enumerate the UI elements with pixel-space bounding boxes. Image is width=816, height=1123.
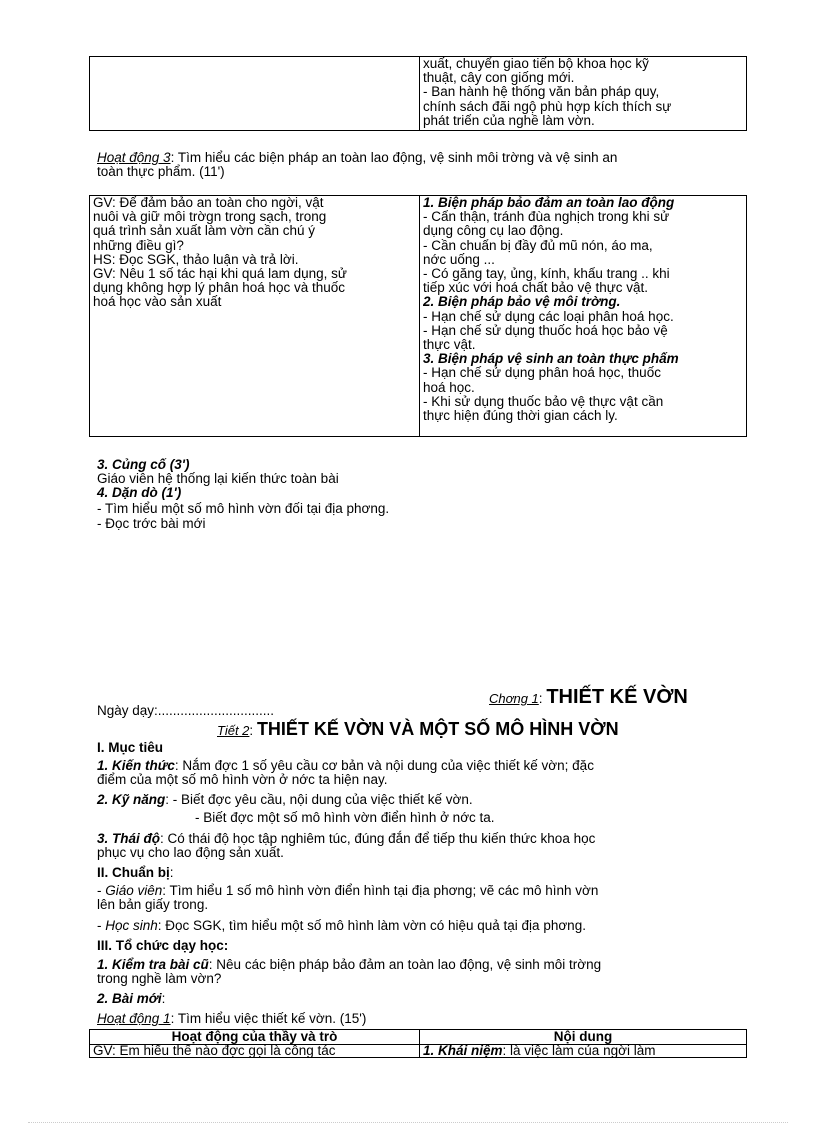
activity3-right-line: tiếp xúc với hoá chất bảo vệ thực vật. [423, 281, 649, 296]
dando-item1: - Tìm hiểu một số mô hình vờn đối tại địa phơng. [97, 501, 390, 516]
activity3-right-line: 1. Biện pháp bảo đảm an toàn lao động [423, 196, 675, 210]
table-continued-right-line: xuất, chuyển giao tiến bộ khoa học kỹ [423, 57, 649, 71]
activity3-right-cell [420, 196, 747, 437]
org-heading: III. Tổ chức dạy học: [97, 938, 229, 953]
activity3-table [89, 195, 747, 437]
lesson-heading [217, 719, 619, 740]
objective-attitude-line1 [97, 832, 595, 846]
table-continued-left-cell [90, 57, 420, 131]
prep-heading [97, 866, 174, 880]
prep-student-label: Học sinh [105, 918, 158, 933]
prep-student-text: : Đọc SGK, tìm hiểu một số mô hình làm vờn có hiệu quả tại địa phơng. [157, 918, 586, 933]
prep-teacher-line2: lên bản giấy trong. [97, 897, 209, 912]
row-right-line [423, 1045, 743, 1057]
table-continued-right-line: - Ban hành hệ thống văn bản pháp quy, [423, 85, 660, 100]
prep-heading-colon: : [169, 865, 174, 880]
chapter-heading [489, 686, 688, 709]
objective-attitude-text1: : Có thái độ học tập nghiêm túc, đúng đắn để tiếp thu kiến thức khoa học [160, 831, 596, 846]
table-continued-right-line: thuật, cây con giống mới. [423, 71, 575, 86]
activity3-left-cell [90, 196, 420, 437]
objective-knowledge-line1 [97, 759, 594, 773]
objective-skills-text1: : - Biết đợc yêu cầu, nội dung của việc thiết kế vờn. [165, 792, 473, 807]
activity1-table [89, 1029, 747, 1058]
prep-heading-text: II. Chuẩn bị [97, 865, 170, 880]
table-continued [89, 56, 747, 131]
objective-knowledge-text1: : Nắm đợc 1 số yêu cầu cơ bản và nội dung của việc thiết kế vờn; đặc [174, 758, 594, 773]
prep-teacher-line1 [97, 884, 598, 898]
activity1-line [97, 1012, 366, 1026]
activity3-left-line: GV: Nêu 1 số tác hại khi quá lam dụng, sử [93, 267, 347, 282]
chapter-colon: : [538, 691, 543, 706]
activity1-header-left [90, 1030, 420, 1045]
dando-item2: - Đọc trớc bài mới [97, 516, 206, 531]
objective-skills-line2: - Biết đợc một số mô hình vờn điển hình ở nớc ta. [195, 810, 495, 825]
activity3-left-line: hoá học vào sản xuất [93, 295, 222, 310]
activity3-right-line: - Có găng tay, ủng, kính, khẩu trang .. khi [423, 267, 670, 282]
activity3-right-line: thực vật. [423, 338, 476, 353]
activity3-right-line: 2. Biện pháp bảo vệ môi trờng. [423, 295, 621, 310]
activity3-left-line: dụng không hợp lý phân hoá học và thuốc [93, 281, 346, 296]
chapter-title: THIẾT KẾ VỜN [546, 686, 688, 708]
activity3-right-line: - Hạn chế sử dụng các loại phân hoá học. [423, 309, 674, 324]
activity3-line2: toàn thực phẩm. (11') [97, 164, 225, 179]
objective-knowledge-label: 1. Kiến thức [97, 758, 175, 773]
activity3-right-line: nớc uống ... [423, 252, 495, 267]
table-continued-right-line: phát triển của nghề làm vờn. [423, 113, 595, 128]
activity3-right-line: - Hạn chế sử dụng phân hoá học, thuốc [423, 366, 661, 381]
activity1-row-right [420, 1045, 747, 1058]
cungco-text: Giáo viên hệ thống lại kiến thức toàn bài [97, 471, 339, 486]
activity3-right-line: - Cần chuẩn bị đầy đủ mũ nón, áo ma, [423, 238, 653, 253]
row-right-label: 1. Khái niệm [423, 1045, 503, 1058]
activity3-label: Hoạt động 3 [97, 150, 171, 165]
dando-heading: 4. Dặn dò (1') [97, 485, 182, 500]
objectives-heading: I. Mục tiêu [97, 740, 164, 755]
activity3-right-line: thực hiện đúng thời gian cách ly. [423, 409, 618, 424]
row-right-text: : là việc làm của ngời làm [502, 1045, 656, 1058]
activity1-text: : Tìm hiểu việc thiết kế vờn. (15') [170, 1011, 367, 1026]
chapter-label: Chơng 1 [489, 691, 539, 706]
date-label: Ngày dạy:............................... [97, 703, 275, 718]
org-check-text1: : Nêu các biện pháp bảo đảm an toàn lao động, vệ sinh môi trờng [208, 957, 602, 972]
activity3-left-line: GV: Để đảm bảo an toàn cho ngời, vật [93, 196, 324, 210]
prep-teacher-label: Giáo viên [105, 883, 163, 898]
prep-student-line [97, 919, 586, 933]
objective-attitude-label: 3. Thái độ [97, 831, 161, 846]
activity1-label: Hoạt động 1 [97, 1011, 171, 1026]
lesson-title: THIẾT KẾ VỜN VÀ MỘT SỐ MÔ HÌNH VỜN [256, 719, 619, 739]
org-new-colon: : [161, 991, 166, 1006]
lesson-colon: : [249, 723, 254, 738]
activity3-right-line: dụng công cụ lao động. [423, 224, 564, 239]
header-left-text: Hoạt động của thầy và trò [171, 1030, 338, 1044]
activity3-right-line: - Hạn chế sử dụng thuốc hoá học bảo vệ [423, 323, 668, 338]
prep-teacher-text1: : Tìm hiểu 1 số mô hình vờn điển hình tại địa phơng; vẽ các mô hình vờn [162, 883, 599, 898]
activity3-left-line: nuôi và giữ môi trờgn trong sạch, trong [93, 210, 327, 225]
prep-teacher-prefix: - [97, 883, 106, 898]
org-check-label: 1. Kiểm tra bài cũ [97, 957, 209, 972]
org-new-lesson [97, 992, 165, 1006]
activity3-right-line: 3. Biện pháp vệ sinh an toàn thực phẩm [423, 352, 679, 367]
activity3-left-line: HS: Đọc SGK, thảo luận và trả lời. [93, 252, 299, 267]
org-new-label: 2. Bài mới [97, 991, 162, 1006]
table-continued-right-line: chính sách đãi ngộ phù hợp kích thích sự [423, 99, 672, 114]
objective-knowledge-line2: điểm của một số mô hình vờn ở nớc ta hiện nay. [97, 772, 388, 787]
objective-skills-label: 2. Kỹ năng [97, 792, 166, 807]
activity3-right-line: - Cẩn thận, tránh đùa nghịch trong khi sử [423, 210, 670, 225]
activity3-left-line: những điều gì? [93, 238, 184, 253]
activity1-row-left [90, 1045, 420, 1058]
activity3-text1: : Tìm hiểu các biện pháp an toàn lao động, vệ sinh môi trờng và vệ sinh an [170, 150, 618, 165]
lesson-label: Tiết 2 [217, 723, 250, 738]
objective-attitude-line2: phục vụ cho lao động sản xuất. [97, 845, 284, 860]
prep-student-prefix: - [97, 918, 106, 933]
row-left-text: GV: Em hiểu thế nào đợc gọi là công tác [93, 1045, 336, 1058]
activity1-header-right [420, 1030, 747, 1045]
objective-skills-line1 [97, 793, 473, 807]
activity3-right-line: - Khi sử dụng thuốc bảo vệ thực vật cần [423, 394, 664, 409]
activity3-left-line: quá trình sản xuất làm vờn cần chú ý [93, 224, 315, 239]
org-check-line2: trong nghề làm vờn? [97, 971, 222, 986]
cungco-heading: 3. Củng cố (3') [97, 457, 190, 472]
org-check-line1 [97, 958, 601, 972]
activity3-line1 [97, 151, 617, 165]
activity3-right-line: hoá học. [423, 380, 475, 395]
header-right-text: Nội dung [553, 1030, 613, 1044]
table-continued-right-cell [420, 57, 747, 131]
